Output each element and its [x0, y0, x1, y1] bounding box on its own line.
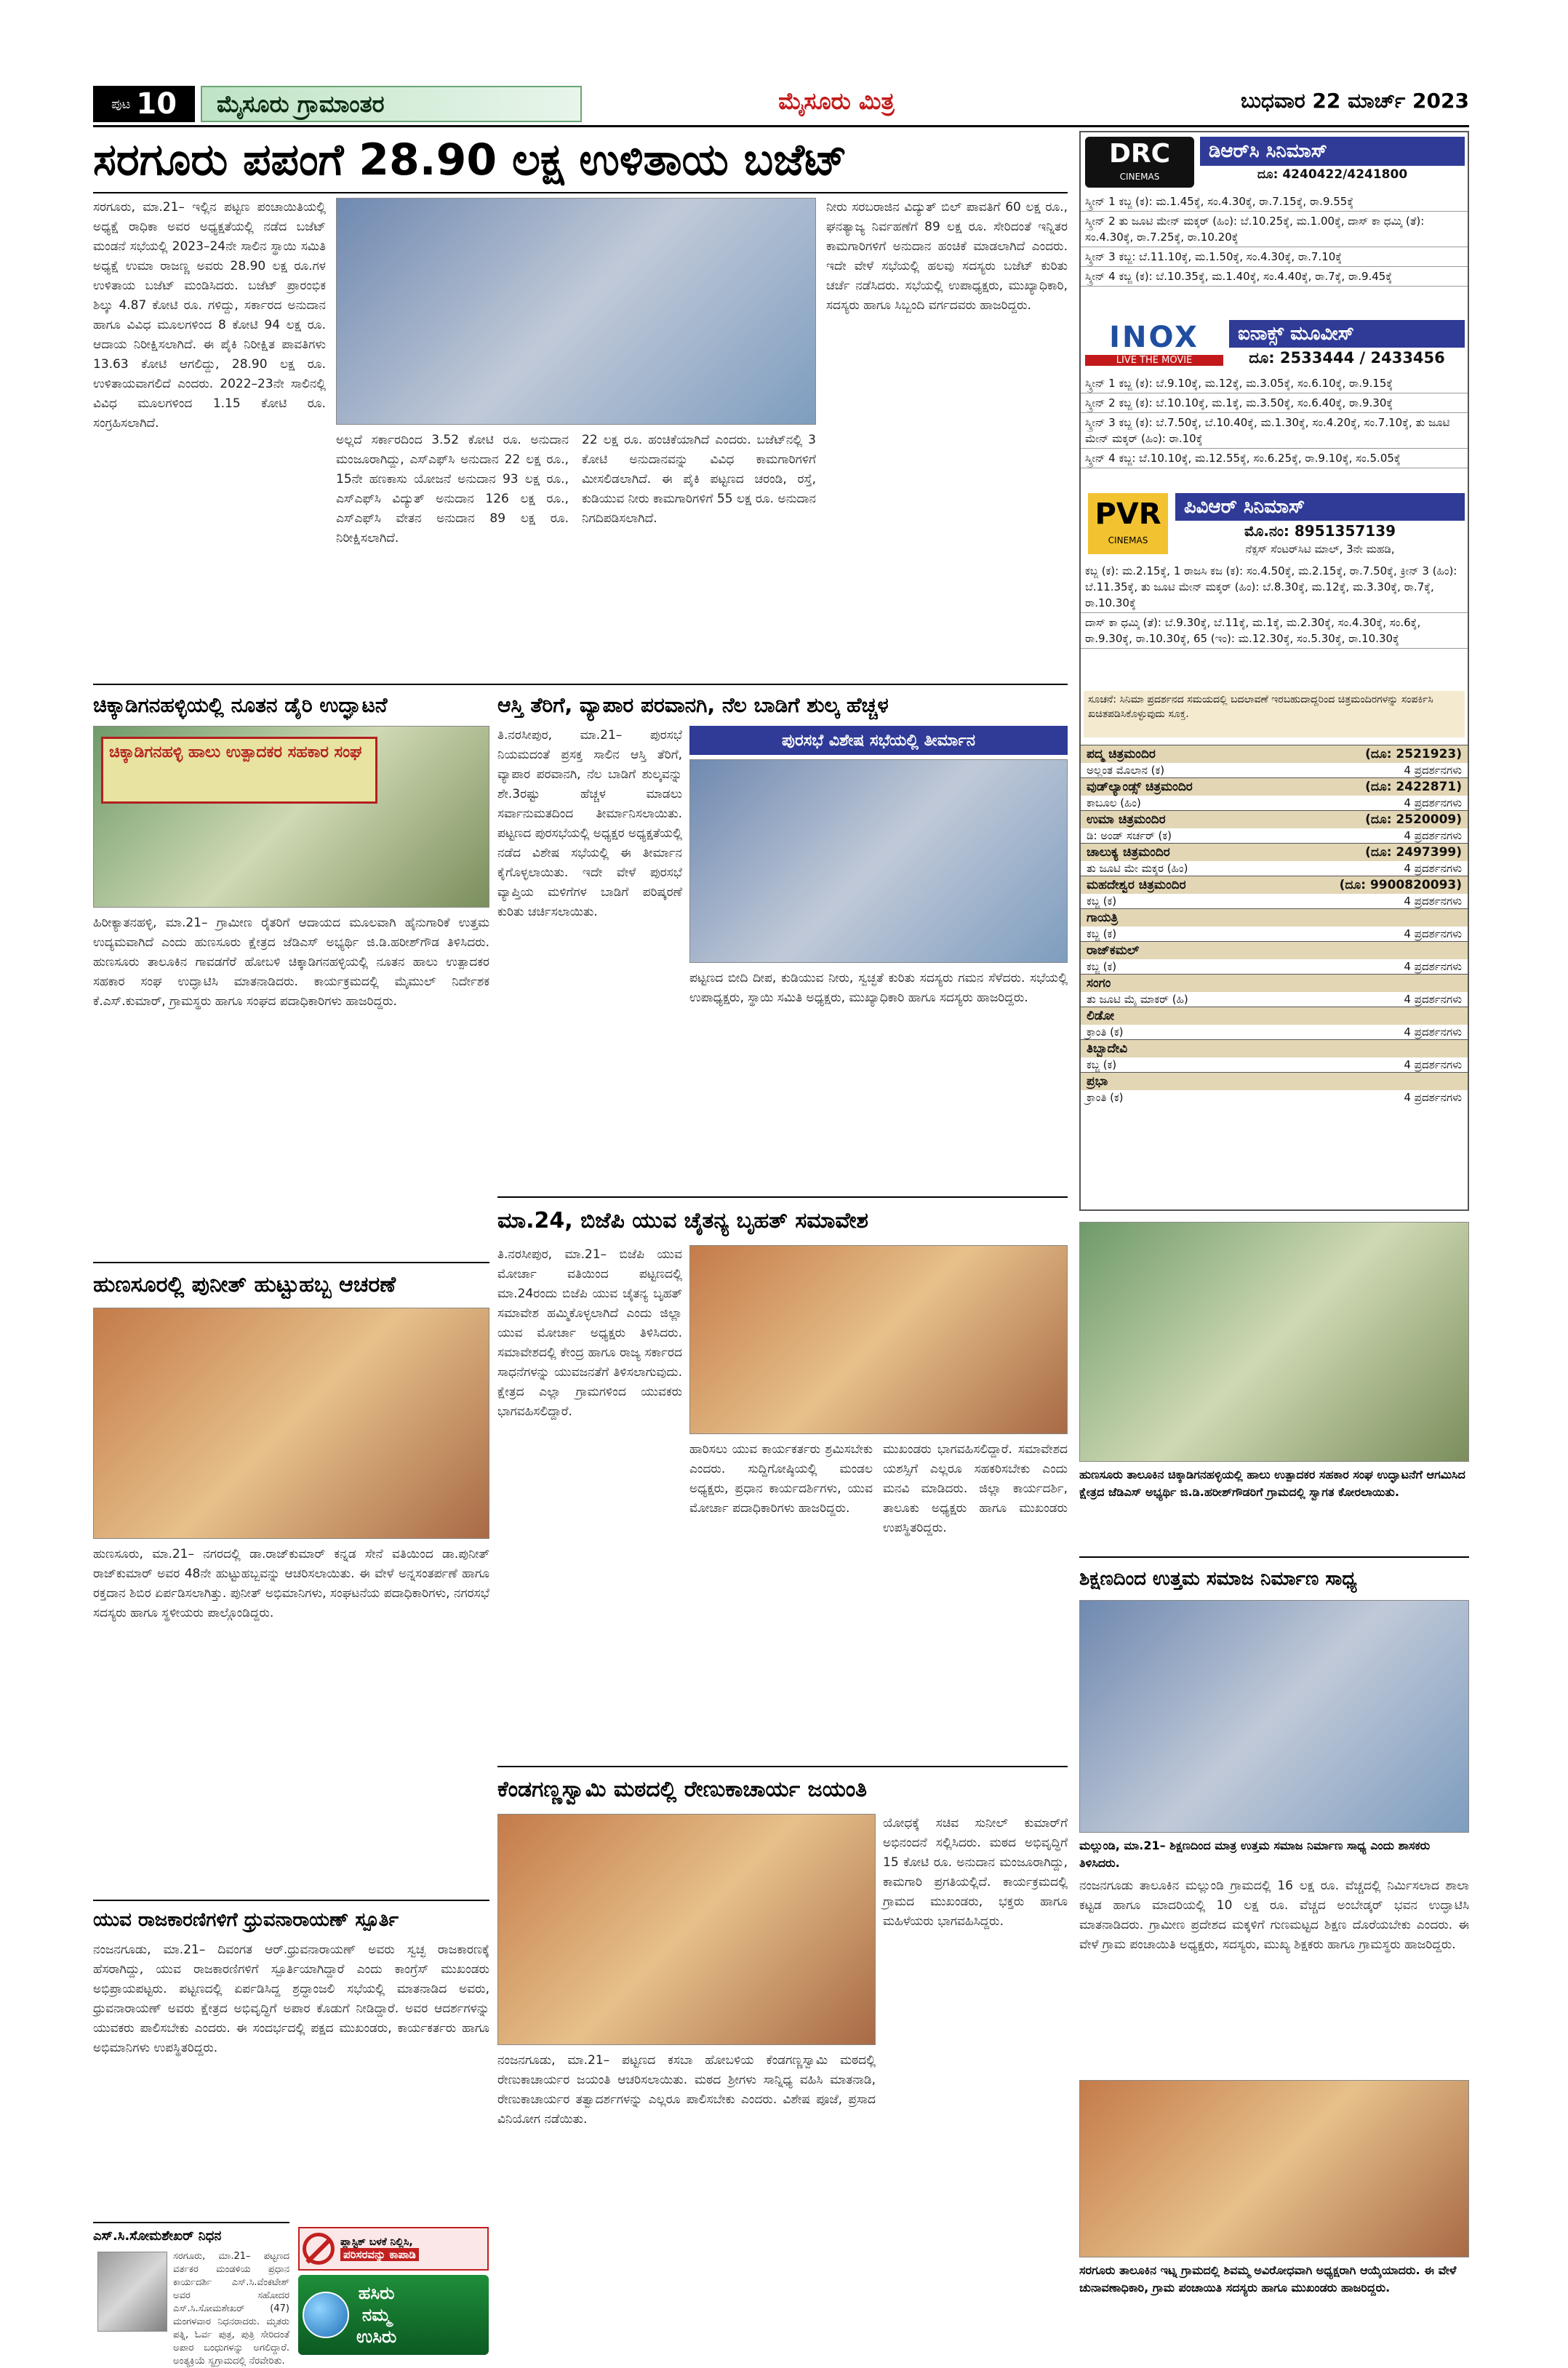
theatre-movie: ಕ್ರಾಂತಿ (ಕ) [1087, 1091, 1124, 1104]
bjp-headline: ಮಾ.24, ಬಿಜೆಪಿ ಯುವ ಚೈತನ್ಯ ಬೃಹತ್ ಸಮಾವೇಶ [497, 1208, 868, 1233]
puneeth-headline: ಹುಣಸೂರಲ್ಲಿ ಪುನೀತ್ ಹುಟ್ಟುಹಬ್ಬ ಆಚರಣೆ [93, 1272, 396, 1297]
theatre-entry [1081, 974, 1468, 1007]
section-rule [497, 1196, 1068, 1198]
theatre-movie: ಕ್ರಾಂತಿ (ಕ) [1087, 1025, 1124, 1039]
theatre-entry [1081, 1007, 1468, 1039]
obit-body: ಸರಗೂರು, ಮಾ.21– ಪಟ್ಟಣದ ವರ್ತಕರ ಮಂಡಳಿಯ ಪ್ರಧಾನ ಕಾರ್ಯದರ್ಶಿ ಎಸ್.ಸಿ.ವೆಂಕಟೇಶ್ ಅವರ ಸಹೋದರ ಎಸ್.ಸಿ.ಸೋಮಶೇಖರ್ (47) ಮಂಗಳವಾರ ನಿಧನರಾದರು. ಮೃತರು ಪತ್ನಿ, ಓರ್ವ ಪುತ್ರ, ಪುತ್ರಿ ಸೇರಿದಂತೆ ಅಪಾರ ಬಂಧುಗಳನ್ನು ಅಗಲಿದ್ದಾರೆ. ಅಂತ್ಯಕ್ರಿಯೆ ಸ್ವಗ್ರಾಮದಲ್ಲಿ ನೆರವೇರಿತು. [173, 2251, 289, 2367]
theatre-name: ಉಮಾ ಚಿತ್ರಮಂದಿರ [1087, 812, 1166, 827]
dairy-banner: ಚಿಕ್ಕಾಡಿಗನಹಳ್ಳಿ ಹಾಲು ಉತ್ಪಾದಕರ ಸಹಕಾರ ಸಂಘ [101, 737, 377, 804]
theatre-shows: 4 ಪ್ರದರ್ಶನಗಳು [1404, 960, 1462, 973]
renuka-col1: ನಂಜನಗೂಡು, ಮಾ.21– ಪಟ್ಟಣದ ಕಸಬಾ ಹೋಬಳಿಯ ಕೆಂಡಗಣ್ಣಸ್ವಾಮಿ ಮಠದಲ್ಲಿ ರೇಣುಕಾಚಾರ್ಯರ ಜಯಂತಿ ಆಚರಿಸಲಾಯಿತು. ಮಠದ ಶ್ರೀಗಳು ಸಾನ್ನಿಧ್ಯ ವಹಿಸಿ ಮಾತನಾಡಿ, ರೇಣುಕಾಚಾರ್ಯರ ತತ್ವಾದರ್ಶಗಳನ್ನು ಎಲ್ಲರೂ ಪಾಲಿಸಬೇಕು ಎಂದರು. ವಿಶೇಷ ಪೂಜೆ, ಪ್ರಸಾದ ವಿನಿಯೋಗ ನಡೆಯಿತು. [497, 2053, 876, 2127]
tax-col2: ಪಟ್ಟಣದ ಬೀದಿ ದೀಪ, ಕುಡಿಯುವ ನೀರು, ಸ್ವಚ್ಛತೆ ಕುರಿತು ಸದಸ್ಯರು ಗಮನ ಸೆಳೆದರು. ಸಭೆಯಲ್ಲಿ ಉಪಾಧ್ಯಕ್ಷರು, ಸ್ಥಾಯಿ ಸಮಿತಿ ಅಧ್ಯಕ್ಷರು, ಮುಖ್ಯಾಧಿಕಾರಿ ಹಾಗೂ ಸದಸ್ಯರು ಹಾಜರಿದ್ದರು. [689, 971, 1068, 1005]
theatre-entry [1081, 1072, 1468, 1105]
theatre-name: ವುಡ್‌ಲ್ಯಾಂಡ್ಸ್ ಚಿತ್ರಮಂದಿರ [1087, 780, 1193, 794]
theatre-movie: ತು ಜೂಟಿ ಮೇ ಮಕ್ಕರ (ಹಿಂ) [1087, 862, 1188, 875]
theatre-name: ಲಿಡೋ [1087, 1009, 1115, 1023]
inox-logo [1085, 320, 1223, 368]
theatre-movie: ಕಬ್ಜ (ಕ) [1087, 960, 1117, 973]
dhruva-headline: ಯುವ ರಾಜಕಾರಣಿಗಳಿಗೆ ಧ್ರುವನಾರಾಯಣ್ ಸ್ಪೂರ್ತಿ [93, 1909, 399, 1931]
pvr-block [1081, 487, 1468, 742]
bjp-photo [689, 1245, 1068, 1434]
shikshana-headline: ಶಿಕ್ಷಣದಿಂದ ಉತ್ತಮ ಸಮಾಜ ನಿರ್ಮಾಣ ಸಾಧ್ಯ [1079, 1568, 1357, 1590]
lead-headline: ಸರಗೂರು ಪಪಂಗೆ 28.90 ಲಕ್ಷ ಉಳಿತಾಯ ಬಜೆಟ್ [93, 135, 847, 185]
theatre-movie: ಕಬ್ಜ (ಕ) [1087, 927, 1117, 940]
theatre-name: ರಾಜ್‌ಕಮಲ್ [1087, 943, 1140, 958]
theatre-movie: ಕಬ್ಜ (ಕ) [1087, 895, 1117, 908]
tax-headline: ಆಸ್ತಿ ತೆರಿಗೆ, ವ್ಯಾಪಾರ ಪರವಾನಗಿ, ನೆಲ ಬಾಡಿಗೆ ಶುಲ್ಕ ಹೆಚ್ಚಳ [497, 693, 889, 717]
theatre-shows: 4 ಪ್ರದರ್ಶನಗಳು [1404, 764, 1462, 777]
right-photo-3 [1079, 2080, 1469, 2257]
theatre-shows: 4 ಪ್ರದರ್ಶನಗಳು [1404, 796, 1462, 809]
pvr-name: ಪಿವಿಆರ್ ಸಿನಿಮಾಸ್ [1175, 493, 1465, 521]
theatre-shows: 4 ಪ್ರದರ್ಶನಗಳು [1404, 862, 1462, 875]
theatre-movie: ಡಿ: ಅಂಡ್ ಸರ್ಚರ್ (ಕ) [1087, 829, 1172, 842]
right-caption-1: ಹುಣಸೂರು ತಾಲೂಕಿನ ಚಿಕ್ಕಾಡಿಗನಹಳ್ಳಿಯಲ್ಲಿ ಹಾಲು ಉತ್ಪಾದಕರ ಸಹಕಾರ ಸಂಘ ಉದ್ಘಾಟನೆಗೆ ಆಗಮಿಸಿದ ಕ್ಷೇತ್ರದ ಜೆಡಿಎಸ್ ಅಭ್ಯರ್ಥಿ ಜಿ.ಡಿ.ಹರೀಶ್‌ಗೌಡರಿಗೆ ಗ್ರಾಮದಲ್ಲಿ ಸ್ವಾಗತ ಕೋರಲಾಯಿತು. [1079, 1468, 1465, 1499]
lead-col3: 22 ಲಕ್ಷ ರೂ. ಹಂಚಿಕೆಯಾಗಿದೆ ಎಂದರು. ಬಜೆಟ್‌ನಲ್ಲಿ 3 ಕೋಟಿ ಅನುದಾನವನ್ನು ವಿವಿಧ ಕಾಮಗಾರಿಗಳಿಗೆ ಮೀಸಲಿಡಲಾಗಿದೆ. ಈ ಪೈಕಿ ಪಟ್ಟಣದ ಚರಂಡಿ, ರಸ್ತೆ, ಕುಡಿಯುವ ನೀರು ಕಾಮಗಾರಿಗಳಿಗೆ 55 ಲಕ್ಷ ರೂ. ಅನುದಾನ ನಿಗದಿಪಡಿಸಲಾಗಿದೆ. [582, 433, 816, 526]
right-photo-1 [1079, 1222, 1469, 1462]
green-line3: ಉಸಿರು [356, 2327, 397, 2347]
dairy-photo [93, 726, 489, 908]
bjp-col2: ಹಾರಿಸಲು ಯುವ ಕಾರ್ಯಕರ್ತರು ಶ್ರಮಿಸಬೇಕು ಎಂದರು. ಸುದ್ದಿಗೋಷ್ಠಿಯಲ್ಲಿ ಮಂಡಲ ಅಧ್ಯಕ್ಷರು, ಪ್ರಧಾನ ಕಾರ್ಯದರ್ಶಿಗಳು, ಯುವ ಮೋರ್ಚಾ ಪದಾಧಿಕಾರಿಗಳು ಹಾಜರಿದ್ದರು. [689, 1442, 873, 1516]
section-rule [93, 684, 1068, 685]
pvr-note: ಸೂಚನೆ: ಸಿನಿಮಾ ಪ್ರದರ್ಶನದ ಸಮಯದಲ್ಲಿ ಬದಲಾವಣೆ ಇರಬಹುದಾದ್ದರಿಂದ ಚಿತ್ರಮಂದಿರಗಳನ್ನು ಸಂಪರ್ಕಿಸಿ ಖಚಿತಪಡಿಸಿಕೊಳ್ಳುವುದು ಸೂಕ್ತ. [1084, 691, 1465, 737]
theatre-name: ಸಂಗಂ [1087, 976, 1111, 991]
drc-logo [1085, 137, 1194, 188]
no-plastic-icon [303, 2233, 335, 2265]
theatre-entry [1081, 843, 1468, 876]
inox-phone: ದೂ: 2533444 / 2433456 [1249, 349, 1445, 367]
drc-block [1081, 132, 1468, 314]
drc-name: ಡಿಆರ್‌ಸಿ ಸಿನಿಮಾಸ್ [1200, 137, 1465, 166]
section-rule [1079, 1556, 1469, 1558]
theatre-movie: ತು ಜೂಟಿ ಮೈ ಮಾಕರ್ (ಹಿ) [1087, 993, 1188, 1006]
pvr-logo-sub: CINEMAS [1108, 535, 1148, 545]
theatre-list [1081, 745, 1468, 1210]
bjp-col3: ಮುಖಂಡರು ಭಾಗವಹಿಸಲಿದ್ದಾರೆ. ಸಮಾವೇಶದ ಯಶಸ್ಸಿಗೆ ಎಲ್ಲರೂ ಸಹಕರಿಸಬೇಕು ಎಂದು ಮನವಿ ಮಾಡಿದರು. ಜಿಲ್ಲಾ ಕಾರ್ಯದರ್ಶಿ, ತಾಲೂಕು ಅಧ್ಯಕ್ಷರು ಹಾಗೂ ಮುಖಂಡರು ಉಪಸ್ಥಿತರಿದ್ದರು. [883, 1442, 1068, 1535]
section-rule [93, 2222, 289, 2223]
inox-row: ಸ್ಕ್ರೀನ್ 1 ಕಬ್ಜ (ಕ): ಬೆ.9.10ಕ್ಕೆ, ಮ.12ಕ್ಕೆ, ಮ.3.05ಕ್ಕೆ, ಸಂ.6.10ಕ್ಕೆ, ರಾ.9.15ಕ್ಕೆ [1081, 374, 1468, 393]
green-line2: ನಮ್ಮ [361, 2305, 391, 2325]
dairy-body: ಹಿರೀಕ್ಯಾತನಹಳ್ಳಿ, ಮಾ.21– ಗ್ರಾಮೀಣ ರೈತರಿಗೆ ಆದಾಯದ ಮೂಲವಾಗಿ ಹೈನುಗಾರಿಕೆ ಉತ್ತಮ ಉದ್ಯಮವಾಗಿದೆ ಎಂದು ಹುಣಸೂರು ಕ್ಷೇತ್ರದ ಜೆಡಿಎಸ್ ಅಭ್ಯರ್ಥಿ ಜಿ.ಡಿ.ಹರೀಶ್‌ಗೌಡ ತಿಳಿಸಿದರು. ಹುಣಸೂರು ತಾಲೂಕಿನ ಗಾವಡಗೆರೆ ಹೋಬಳಿ ಚಿಕ್ಕಾಡಿಗನಹಳ್ಳಿಯಲ್ಲಿ ನೂತನ ಹಾಲು ಉತ್ಪಾದಕರ ಸಹಕಾರ ಸಂಘ ಉದ್ಘಾಟಿಸಿ ಮಾತನಾಡಿದರು. ಕಾರ್ಯಕ್ರಮದಲ್ಲಿ ಮೈಮುಲ್ ನಿರ್ದೇಶಕ ಕೆ.ಎಸ್.ಕುಮಾರ್, ಗ್ರಾಮಸ್ಥರು ಹಾಗೂ ಸಂಘದ ಪದಾಧಿಕಾರಿಗಳು ಹಾಜರಿದ್ದರು. [93, 916, 489, 1009]
dhruva-body: ನಂಜನಗೂಡು, ಮಾ.21– ದಿವಂಗತ ಆರ್.ಧ್ರುವನಾರಾಯಣ್ ಅವರು ಸ್ವಚ್ಛ ರಾಜಕಾರಣಕ್ಕೆ ಹೆಸರಾಗಿದ್ದು, ಯುವ ರಾಜಕಾರಣಿಗಳಿಗೆ ಸ್ಪೂರ್ತಿಯಾಗಿದ್ದಾರೆ ಎಂದು ಕಾಂಗ್ರೆಸ್ ಮುಖಂಡರು ಅಭಿಪ್ರಾಯಪಟ್ಟರು. ಪಟ್ಟಣದಲ್ಲಿ ಏರ್ಪಡಿಸಿದ್ದ ಶ್ರದ್ಧಾಂಜಲಿ ಸಭೆಯಲ್ಲಿ ಮಾತನಾಡಿದ ಅವರು, ಧ್ರುವನಾರಾಯಣ್ ಅವರು ಕ್ಷೇತ್ರದ ಅಭಿವೃದ್ಧಿಗೆ ಅಪಾರ ಕೊಡುಗೆ ನೀಡಿದ್ದಾರೆ. ಅವರ ಆದರ್ಶಗಳನ್ನು ಯುವಕರು ಪಾಲಿಸಬೇಕು ಎಂದರು. ಈ ಸಂದರ್ಭದಲ್ಲಿ ಪಕ್ಷದ ಮುಖಂಡರು, ಕಾರ್ಯಕರ್ತರು ಹಾಗೂ ಅಭಿಮಾನಿಗಳು ಉಪಸ್ಥಿತರಿದ್ದರು. [93, 1943, 489, 2055]
theatre-movie: ಕಬ್ಜ (ಕ) [1087, 1058, 1117, 1071]
inox-name: ಐನಾಕ್ಸ್ ಮೂವೀಸ್ [1229, 320, 1465, 348]
theatre-shows: 4 ಪ್ರದರ್ಶನಗಳು [1404, 993, 1462, 1006]
drc-row: ಸ್ಕ್ರೀನ್ 1 ಕಬ್ಜ (ಕ): ಮ.1.45ಕ್ಕೆ, ಸಂ.4.30ಕ್ಕೆ, ರಾ.7.15ಕ್ಕೆ, ರಾ.9.55ಕ್ಕೆ [1081, 192, 1468, 212]
obit-photo [97, 2252, 167, 2332]
lead-col2: ಅಲ್ಲದೆ ಸರ್ಕಾರದಿಂದ 3.52 ಕೋಟಿ ರೂ. ಅನುದಾನ ಮಂಜೂರಾಗಿದ್ದು, ಎಸ್‌ಎಫ್‌ಸಿ ಅನುದಾನ 22 ಲಕ್ಷ ರೂ., 15ನೇ ಹಣಕಾಸು ಯೋಜನೆ ಅನುದಾನ 93 ಲಕ್ಷ ರೂ., ಎಸ್‌ಎಫ್‌ಸಿ ವಿದ್ಯುತ್ ಅನುದಾನ 126 ಲಕ್ಷ ರೂ., ಎಸ್‌ಎಫ್‌ಸಿ ವೇತನ ಅನುದಾನ 89 ಲಕ್ಷ ರೂ. ನಿರೀಕ್ಷಿಸಲಾಗಿದೆ. [336, 433, 569, 545]
theatre-entry [1081, 1039, 1468, 1072]
tax-col1: ತಿ.ನರಸೀಪುರ, ಮಾ.21– ಪುರಸಭೆ ನಿಯಮದಂತೆ ಪ್ರಸಕ್ತ ಸಾಲಿನ ಆಸ್ತಿ ತೆರಿಗೆ, ವ್ಯಾಪಾರ ಪರವಾನಗಿ, ನೆಲ ಬಾಡಿಗೆ ಶುಲ್ಕವನ್ನು ಶೇ.3ರಷ್ಟು ಹೆಚ್ಚಳ ಮಾಡಲು ಸರ್ವಾನುಮತದಿಂದ ತೀರ್ಮಾನಿಸಲಾಯಿತು. ಪಟ್ಟಣದ ಪುರಸಭೆಯಲ್ಲಿ ಅಧ್ಯಕ್ಷರ ಅಧ್ಯಕ್ಷತೆಯಲ್ಲಿ ನಡೆದ ವಿಶೇಷ ಸಭೆಯಲ್ಲಿ ಈ ತೀರ್ಮಾನ ಕೈಗೊಳ್ಳಲಾಯಿತು. ಇದೇ ವೇಳೆ ಪುರಸಭೆ ವ್ಯಾಪ್ತಿಯ ಮಳಿಗೆಗಳ ಬಾಡಿಗೆ ಪರಿಷ್ಕರಣೆ ಕುರಿತು ಚರ್ಚಿಸಲಾಯಿತು. [497, 728, 682, 919]
renuka-col2: ಯೋಧಕ್ಕೆ ಸಚಿವ ಸುನೀಲ್ ಕುಮಾರ್‌ಗೆ ಅಭಿನಂದನೆ ಸಲ್ಲಿಸಿದರು. ಮಠದ ಅಭಿವೃದ್ಧಿಗೆ 15 ಕೋಟಿ ರೂ. ಅನುದಾನ ಮಂಜೂರಾಗಿದ್ದು, ಕಾಮಗಾರಿ ಪ್ರಗತಿಯಲ್ಲಿದೆ. ಕಾರ್ಯಕ್ರಮದಲ್ಲಿ ಗ್ರಾಮದ ಮುಖಂಡರು, ಭಕ್ತರು ಹಾಗೂ ಮಹಿಳೆಯರು ಭಾಗವಹಿಸಿದ್ದರು. [883, 1816, 1068, 1929]
drc-row: ಸ್ಕ್ರೀನ್ 4 ಕಬ್ಜ (ಕ): ಬೆ.10.35ಕ್ಕೆ, ಮ.1.40ಕ್ಕೆ, ಸಂ.4.40ಕ್ಕೆ, ರಾ.7ಕ್ಕೆ, ರಾ.9.45ಕ್ಕೆ [1081, 267, 1468, 287]
theatre-name: ಮಹದೇಶ್ವರ ಚಿತ್ರಮಂದಿರ [1087, 878, 1186, 892]
shikshana-caption: ಮಲ್ಲುಂಡಿ, ಮಾ.21– ಶಿಕ್ಷಣದಿಂದ ಮಾತ್ರ ಉತ್ತಮ ಸಮಾಜ ನಿರ್ಮಾಣ ಸಾಧ್ಯ ಎಂದು ಶಾಸಕರು ತಿಳಿಸಿದರು. [1079, 1839, 1431, 1870]
puneeth-photo [93, 1308, 489, 1539]
theatre-name: ಪದ್ಮ ಚಿತ್ರಮಂದಿರ [1087, 747, 1156, 761]
tax-photo [689, 759, 1068, 963]
right-caption-3: ಸರಗೂರು ತಾಲೂಕಿನ ಇಟ್ನ ಗ್ರಾಮದಲ್ಲಿ ಶಿವಮ್ಮ ಅವಿರೋಧವಾಗಿ ಅಧ್ಯಕ್ಷರಾಗಿ ಆಯ್ಕೆಯಾದರು. ಈ ವೇಳೆ ಚುನಾವಣಾಧಿಕಾರಿ, ಗ್ರಾಮ ಪಂಚಾಯಿತಿ ಸದಸ್ಯರು ಹಾಗೂ ಮುಖಂಡರು ಹಾಜರಿದ್ದರು. [1079, 2263, 1457, 2295]
theatre-shows: 4 ಪ್ರದರ್ಶನಗಳು [1404, 1025, 1462, 1039]
drc-logo-text: DRC [1108, 139, 1171, 169]
no-plastic-ad [298, 2227, 489, 2271]
page-number-box [93, 86, 195, 122]
inox-row: ಸ್ಕ್ರೀನ್ 3 ಕಬ್ಜ (ಕ): ಬೆ.7.50ಕ್ಕೆ, ಬೆ.10.40ಕ್ಕೆ, ಮ.1.30ಕ್ಕೆ, ಸಂ.4.20ಕ್ಕೆ, ಸಂ.7.10ಕ್ಕೆ, ತು ಜೂಟಿ ಮೇನ್ ಮಕ್ಕರ್ (ಹಿಂ): ರಾ.10ಕ್ಕೆ [1081, 413, 1468, 449]
paper-name: ಮೈಸೂರು ಮಿತ್ರ [778, 87, 895, 115]
page-label: ಪುಟ [111, 96, 131, 112]
pvr-rows [1081, 561, 1468, 685]
theatre-shows: 4 ಪ್ರದರ್ಶನಗಳು [1404, 895, 1462, 908]
section-rule [93, 1262, 489, 1263]
bjp-col1: ತಿ.ನರಸೀಪುರ, ಮಾ.21– ಬಿಜೆಪಿ ಯುವ ಮೋರ್ಚಾ ವತಿಯಿಂದ ಪಟ್ಟಣದಲ್ಲಿ ಮಾ.24ರಂದು ಬಿಜೆಪಿ ಯುವ ಚೈತನ್ಯ ಬೃಹತ್ ಸಮಾವೇಶ ಹಮ್ಮಿಕೊಳ್ಳಲಾಗಿದೆ ಎಂದು ಜಿಲ್ಲಾ ಯುವ ಮೋರ್ಚಾ ಅಧ್ಯಕ್ಷರು ತಿಳಿಸಿದರು. ಸಮಾವೇಶದಲ್ಲಿ ಕೇಂದ್ರ ಹಾಗೂ ರಾಜ್ಯ ಸರ್ಕಾರದ ಸಾಧನೆಗಳನ್ನು ಯುವಜನತೆಗೆ ತಿಳಿಸಲಾಗುವುದು. ಕ್ಷೇತ್ರದ ಎಲ್ಲಾ ಗ್ರಾಮಗಳಿಂದ ಯುವಕರು ಭಾಗವಹಿಸಲಿದ್ದಾರೆ. [497, 1247, 682, 1419]
theatre-phone: (ದೂ: 2520009) [1365, 812, 1462, 827]
theatre-shows: 4 ಪ್ರದರ್ಶನಗಳು [1404, 927, 1462, 940]
globe-icon [303, 2292, 349, 2338]
theatre-entry [1081, 876, 1468, 908]
theatre-entry [1081, 941, 1468, 974]
section-rule [93, 1900, 489, 1901]
theatre-shows: 4 ಪ್ರದರ್ಶನಗಳು [1404, 1058, 1462, 1071]
theatre-shows: 4 ಪ್ರದರ್ಶನಗಳು [1404, 829, 1462, 842]
renuka-headline: ಕೆಂಡಗಣ್ಣಸ್ವಾಮಿ ಮಠದಲ್ಲಿ ರೇಣುಕಾಚಾರ್ಯ ಜಯಂತಿ [497, 1777, 868, 1802]
inox-row: ಸ್ಕ್ರೀನ್ 2 ಕಬ್ಜ (ಕ): ಬೆ.10.10ಕ್ಕೆ, ಮ.1ಕ್ಕೆ, ಮ.3.50ಕ್ಕೆ, ಸಂ.6.40ಕ್ಕೆ, ರಾ.9.30ಕ್ಕೆ [1081, 393, 1468, 413]
theatre-name: ಪ್ರಭಾ [1087, 1074, 1108, 1089]
inox-row: ಸ್ಕ್ರೀನ್ 4 ಕಬ್ಜ: ಬೆ.10.10ಕ್ಕೆ, ಮ.12.55ಕ್ಕೆ, ಸಂ.6.25ಕ್ಕೆ, ರಾ.9.10ಕ್ಕೆ, ಸಂ.5.05ಕ್ಕೆ [1081, 449, 1468, 468]
drc-phone: ದೂ: 4240422/4241800 [1257, 167, 1408, 182]
drc-row: ಸ್ಕ್ರೀನ್ 3 ಕಬ್ಜ: ಬೆ.11.10ಕ್ಕೆ, ಮ.1.50ಕ್ಕೆ, ಸಂ.4.30ಕ್ಕೆ, ರಾ.7.10ಕ್ಕೆ [1081, 247, 1468, 267]
theatre-name: ಚಾಲುಕ್ಯ ಚಿತ್ರಮಂದಿರ [1087, 845, 1170, 860]
obit-headline: ಎಸ್.ಸಿ.ಸೋಮಶೇಖರ್ ನಿಧನ [93, 2228, 222, 2244]
masthead-rule [93, 125, 1469, 127]
pvr-row: ಕಬ್ಜ (ಕ): ಮ.2.15ಕ್ಕೆ, 1 ರಾಜಸಿ ಕಜ (ಕ): ಸಂ.4.50ಕ್ಕೆ, ಮ.2.15ಕ್ಕೆ, ರಾ.7.50ಕ್ಕೆ, ಕ್ರೀನ್ 3 (ಹಿಂ): ಬೆ.11.35ಕ್ಕೆ, ತು ಜೂಟಿ ಮೇನ್ ಮಕ್ಕರ್ (ಹಿಂ): ಬೆ.8.30ಕ್ಕೆ, ಮ.12ಕ್ಕೆ, ಮ.3.30ಕ್ಕೆ, ರಾ.7ಕ್ಕೆ, ರಾ.10.30ಕ್ಕೆ [1081, 561, 1468, 613]
pvr-address: ನೆಕ್ಸಸ್ ಸೆಂಟರ್‌ಸಿಟಿ ಮಾಲ್, 3ನೇ ಮಹಡಿ, [1245, 543, 1395, 556]
inox-rows [1081, 374, 1468, 484]
issue-date: ಬುಧವಾರ 22 ಮಾರ್ಚ್ 2023 [1241, 89, 1469, 113]
lead-col4: ನೀರು ಸರಬರಾಜಿನ ವಿದ್ಯುತ್ ಬಿಲ್ ಪಾವತಿಗೆ 60 ಲಕ್ಷ ರೂ., ಘನತ್ಯಾಜ್ಯ ನಿರ್ವಹಣೆಗೆ 89 ಲಕ್ಷ ರೂ. ಸೇರಿದಂತೆ ಇನ್ನಿತರ ಕಾಮಗಾರಿಗಳಿಗೆ ಅನುದಾನ ಹಂಚಿಕೆ ಮಾಡಲಾಗಿದೆ ಎಂದರು. ಇದೇ ವೇಳೆ ಸಭೆಯಲ್ಲಿ ಹಲವು ಸದಸ್ಯರು ಬಜೆಟ್ ಕುರಿತು ಚರ್ಚೆ ನಡೆಸಿದರು. ಸಭೆಯಲ್ಲಿ ಉಪಾಧ್ಯಕ್ಷರು, ಮುಖ್ಯಾಧಿಕಾರಿ, ಸದಸ್ಯರು ಹಾಗೂ ಸಿಬ್ಬಂದಿ ವರ್ಗದವರು ಹಾಜರಿದ್ದರು. [826, 200, 1068, 313]
theatre-name: ತಿಬ್ಬಾದೇವಿ [1087, 1041, 1128, 1056]
theatre-phone: (ದೂ: 2521923) [1365, 747, 1462, 761]
theatre-movie: ಕಾಬೂಲ (ಹಿಂ) [1087, 796, 1141, 809]
section-title: ಮೈಸೂರು ಗ್ರಾಮಾಂತರ [217, 89, 385, 118]
green-ad [298, 2275, 489, 2355]
pvr-row: ದಾಸ್ ಕಾ ಧಮ್ಕಿ (ತೆ): ಬೆ.9.30ಕ್ಕೆ, ಬೆ.11ಕ್ಕೆ, ಮ.1ಕ್ಕೆ, ಮ.2.30ಕ್ಕೆ, ಸಂ.4.30ಕ್ಕೆ, ಸಂ.6ಕ್ಕೆ, ರಾ.9.30ಕ್ಕೆ, ರಾ.10.30ಕ್ಕೆ, 65 (ಇಂ): ಮ.12.30ಕ್ಕೆ, ಸಂ.5.30ಕ್ಕೆ, ರಾ.10.30ಕ್ಕೆ [1081, 613, 1468, 649]
dairy-headline: ಚಿಕ್ಕಾಡಿಗನಹಳ್ಳಿಯಲ್ಲಿ ನೂತನ ಡೈರಿ ಉದ್ಘಾಟನೆ [93, 693, 388, 717]
green-line1: ಹಸಿರು [358, 2283, 395, 2303]
pvr-phone: ಮೊ.ನಂ: 8951357139 [1244, 522, 1396, 540]
page-number: 10 [136, 87, 177, 121]
inox-logo-sub: LIVE THE MOVIE [1085, 355, 1223, 366]
theatre-phone: (ದೂ: 9900820093) [1339, 878, 1462, 892]
theatre-entry [1081, 908, 1468, 941]
inox-block [1081, 317, 1468, 484]
theatre-movie: ಅಲ್ಲಂತ ಮೊಲಾನ (ಕ) [1087, 764, 1165, 777]
theatre-phone: (ದೂ: 2497399) [1365, 845, 1462, 860]
section-rule [497, 1766, 1068, 1767]
plastic-line2: ಪರಿಸರವನ್ನು ಕಾಪಾಡಿ [340, 2248, 419, 2261]
cinema-panel [1079, 131, 1469, 1211]
theatre-entry [1081, 777, 1468, 810]
tax-subhead-text: ಪುರಸಭೆ ವಿಶೇಷ ಸಭೆಯಲ್ಲಿ ತೀರ್ಮಾನ [782, 731, 975, 750]
lead-photo [336, 198, 816, 425]
drc-logo-sub: CINEMAS [1119, 172, 1160, 182]
plastic-line1: ಪ್ಲಾಸ್ಟಿಕ್ ಬಳಕೆ ನಿಲ್ಲಿಸಿ, [340, 2236, 413, 2248]
puneeth-body: ಹುಣಸೂರು, ಮಾ.21– ನಗರದಲ್ಲಿ ಡಾ.ರಾಜ್‌ಕುಮಾರ್ ಕನ್ನಡ ಸೇನೆ ವತಿಯಿಂದ ಡಾ.ಪುನೀತ್ ರಾಜ್‌ಕುಮಾರ್ ಅವರ 48ನೇ ಹುಟ್ಟುಹಬ್ಬವನ್ನು ಆಚರಿಸಲಾಯಿತು. ಈ ವೇಳೆ ಅನ್ನಸಂತರ್ಪಣೆ ಹಾಗೂ ರಕ್ತದಾನ ಶಿಬಿರ ಏರ್ಪಡಿಸಲಾಗಿತ್ತು. ಪುನೀತ್ ಅಭಿಮಾನಿಗಳು, ಸಂಘಟನೆಯ ಪದಾಧಿಕಾರಿಗಳು, ನಗರಸಭೆ ಸದಸ್ಯರು ಹಾಗೂ ಸ್ಥಳೀಯರು ಪಾಲ್ಗೊಂಡಿದ್ದರು. [93, 1547, 489, 1620]
drc-row: ಸ್ಕ್ರೀನ್ 2 ತು ಜೂಟಿ ಮೇನ್ ಮಕ್ಕರ್ (ಹಿಂ): ಬೆ.10.25ಕ್ಕೆ, ಮ.1.00ಕ್ಕೆ, ದಾಸ್ ಕಾ ಧಮ್ಕಿ (ತೆ): ಸಂ.4.30ಕ್ಕೆ, ರಾ.7.25ಕ್ಕೆ, ರಾ.10.20ಕ್ಕೆ [1081, 212, 1468, 247]
renuka-photo [497, 1814, 876, 2045]
lead-rule [93, 192, 1068, 193]
shikshana-photo [1079, 1600, 1469, 1833]
section-tab [201, 86, 582, 122]
theatre-phone: (ದೂ: 2422871) [1365, 780, 1462, 794]
lead-col1: ಸರಗೂರು, ಮಾ.21– ಇಲ್ಲಿನ ಪಟ್ಟಣ ಪಂಚಾಯಿತಿಯಲ್ಲಿ ಅಧ್ಯಕ್ಷೆ ರಾಧಿಕಾ ಅವರ ಅಧ್ಯಕ್ಷತೆಯಲ್ಲಿ ನಡೆದ ಬಜೆಟ್ ಮಂಡನೆ ಸಭೆಯಲ್ಲಿ 2023–24ನೇ ಸಾಲಿನ ಸ್ಥಾಯಿ ಸಮಿತಿ ಅಧ್ಯಕ್ಷೆ ಉಮಾ ರಾಜಣ್ಣ ಅವರು 28.90 ಲಕ್ಷ ರೂ.ಗಳ ಉಳಿತಾಯ ಬಜೆಟ್ ಮಂಡಿಸಿದರು. ಬಜೆಟ್ ಪ್ರಾರಂಭಿಕ ಶಿಲ್ಕು 4.87 ಕೋಟಿ ರೂ. ಗಳಿದ್ದು, ಸರ್ಕಾರದ ಅನುದಾನ ಹಾಗೂ ವಿವಿಧ ಮೂಲಗಳಿಂದ 8 ಕೋಟಿ 94 ಲಕ್ಷ ರೂ. ಆದಾಯ ನಿರೀಕ್ಷಿಸಲಾಗಿದೆ. ಈ ಪೈಕಿ ನಿರೀಕ್ಷಿತ ಪಾವತಿಗಳು 13.63 ಕೋಟಿ ಆಗಲಿದ್ದು, 28.90 ಲಕ್ಷ ರೂ. ಉಳಿತಾಯವಾಗಲಿದೆ ಎಂದರು. 2022–23ನೇ ಸಾಲಿನಲ್ಲಿ ವಿವಿಧ ಮೂಲಗಳಿಂದ 1.15 ಕೋಟಿ ರೂ. ಸಂಗ್ರಹಿಸಲಾಗಿದೆ. [93, 200, 326, 431]
pvr-logo-text: PVR [1095, 497, 1161, 531]
theatre-shows: 4 ಪ್ರದರ್ಶನಗಳು [1404, 1091, 1462, 1104]
pvr-logo [1088, 493, 1168, 554]
tax-subhead [689, 726, 1068, 755]
drc-rows [1081, 192, 1468, 314]
shikshana-body: ನಂಜನಗೂಡು ತಾಲೂಕಿನ ಮಲ್ಲುಂಡಿ ಗ್ರಾಮದಲ್ಲಿ 16 ಲಕ್ಷ ರೂ. ವೆಚ್ಚದಲ್ಲಿ ನಿರ್ಮಿಸಲಾದ ಶಾಲಾ ಕಟ್ಟಡ ಹಾಗೂ ಮಾದರಿಯಲ್ಲಿ 10 ಲಕ್ಷ ರೂ. ವೆಚ್ಚದ ಅಂಬೇಡ್ಕರ್ ಭವನ ಉದ್ಘಾಟಿಸಿ ಮಾತನಾಡಿದರು. ಗ್ರಾಮೀಣ ಪ್ರದೇಶದ ಮಕ್ಕಳಿಗೆ ಗುಣಮಟ್ಟದ ಶಿಕ್ಷಣ ದೊರೆಯಬೇಕು ಎಂದರು. ಈ ವೇಳೆ ಗ್ರಾಮ ಪಂಚಾಯಿತಿ ಅಧ್ಯಕ್ಷರು, ಸದಸ್ಯರು, ಮುಖ್ಯ ಶಿಕ್ಷಕರು ಹಾಗೂ ಗ್ರಾಮಸ್ಥರು ಹಾಜರಿದ್ದರು. [1079, 1879, 1469, 1952]
theatre-name: ಗಾಯತ್ರಿ [1087, 911, 1119, 925]
masthead [0, 81, 1568, 125]
inox-logo-text: INOX [1109, 321, 1199, 354]
theatre-entry [1081, 810, 1468, 843]
theatre-entry [1081, 745, 1468, 777]
